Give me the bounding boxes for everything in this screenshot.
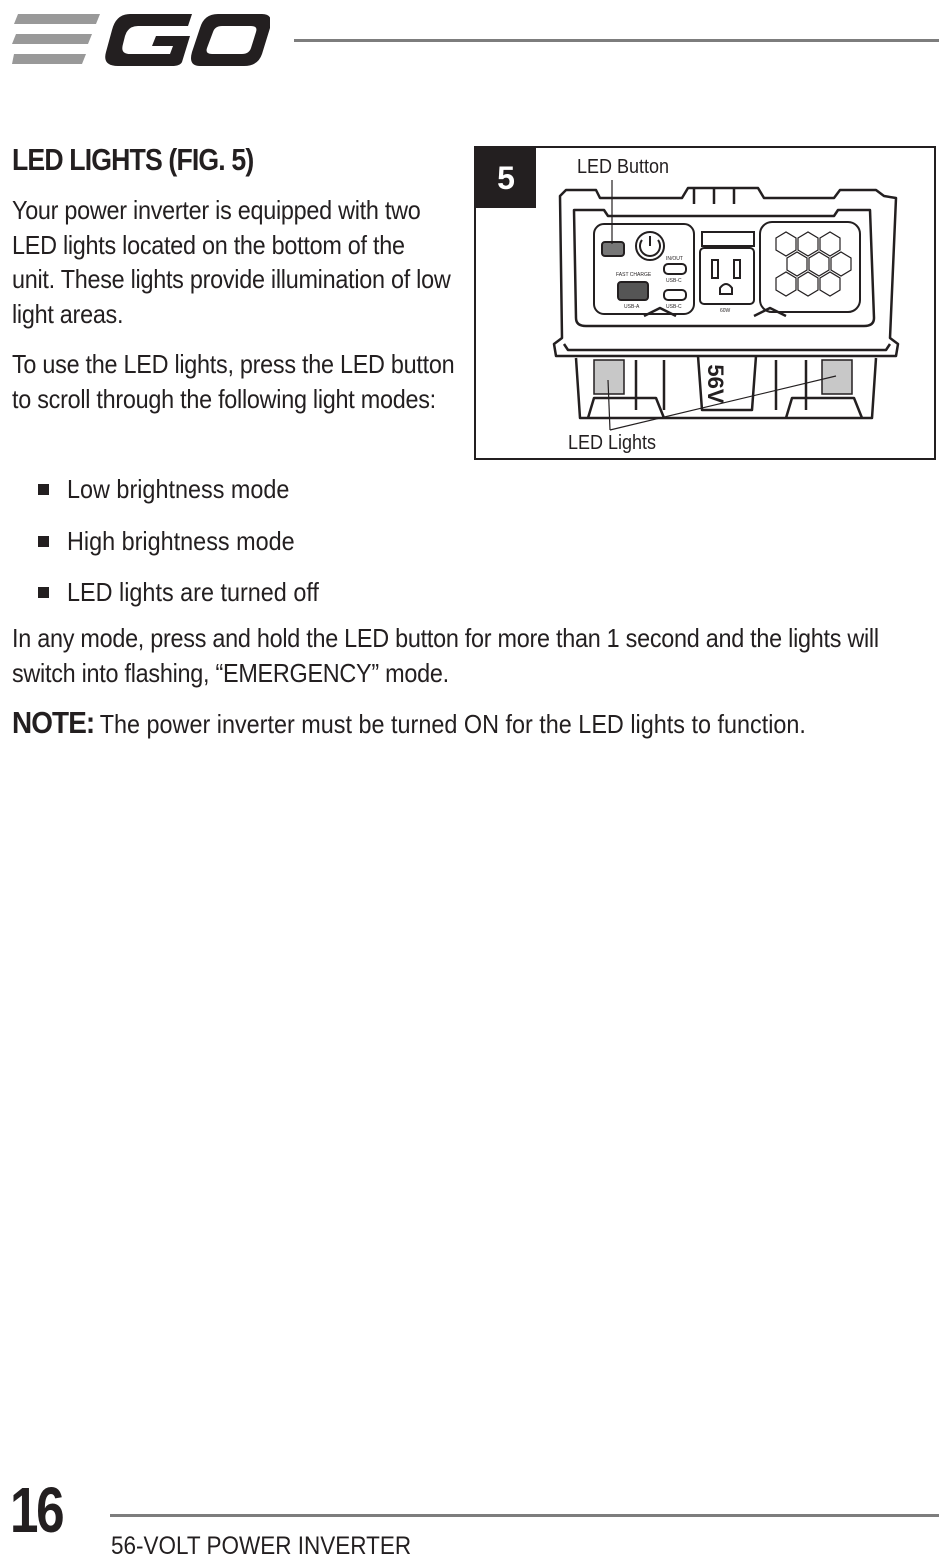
footer-title: 56-VOLT POWER INVERTER [111,1532,412,1560]
mode-label: LED lights are turned off [67,577,319,608]
battery-voltage-mark: 56V [703,364,728,404]
mode-label: High brightness mode [67,525,295,556]
mode-label: Low brightness mode [67,474,290,505]
square-bullet-icon [38,536,49,547]
figure-number: 5 [476,148,536,208]
callout-led-button: LED Button [577,156,670,178]
note-label: NOTE: [12,705,95,740]
usb-a-mark: USB-A [624,304,640,310]
list-item [38,567,347,619]
note [12,706,806,741]
watts-mark: 60W [720,308,731,314]
list-item [38,464,347,516]
callout-led-lights: LED Lights [568,432,657,454]
footer-rule [110,1514,939,1517]
section-title: LED LIGHTS (FIG. 5) [12,142,254,177]
figure-5 [474,146,936,460]
usb-c-mark: USB-C [666,304,682,310]
ego-logo [12,10,270,70]
light-modes-list [38,464,347,619]
list-item [38,516,347,568]
intro-paragraph: Your power inverter is equipped with two LED lights located on the bottom of the unit. These lights provide illumination of low light areas. [12,195,451,329]
note-text: The power inverter must be turned ON for the LED lights to function. [99,709,806,739]
usb-c-mark: USB-C [666,278,682,284]
in-out-mark: IN/OUT [666,256,683,262]
page-number: 16 [10,1474,63,1546]
header-rule [294,39,939,42]
fast-charge-mark: FAST CHARGE [616,272,652,278]
square-bullet-icon [38,587,49,598]
power-inverter-illustration [476,148,934,458]
usage-paragraph: To use the LED lights, press the LED button to scroll through the following light modes: [12,349,455,414]
square-bullet-icon [38,484,49,495]
emergency-paragraph: In any mode, press and hold the LED button for more than 1 second and the lights will switch into flashing, “EMERGENCY” mode. [12,623,879,688]
